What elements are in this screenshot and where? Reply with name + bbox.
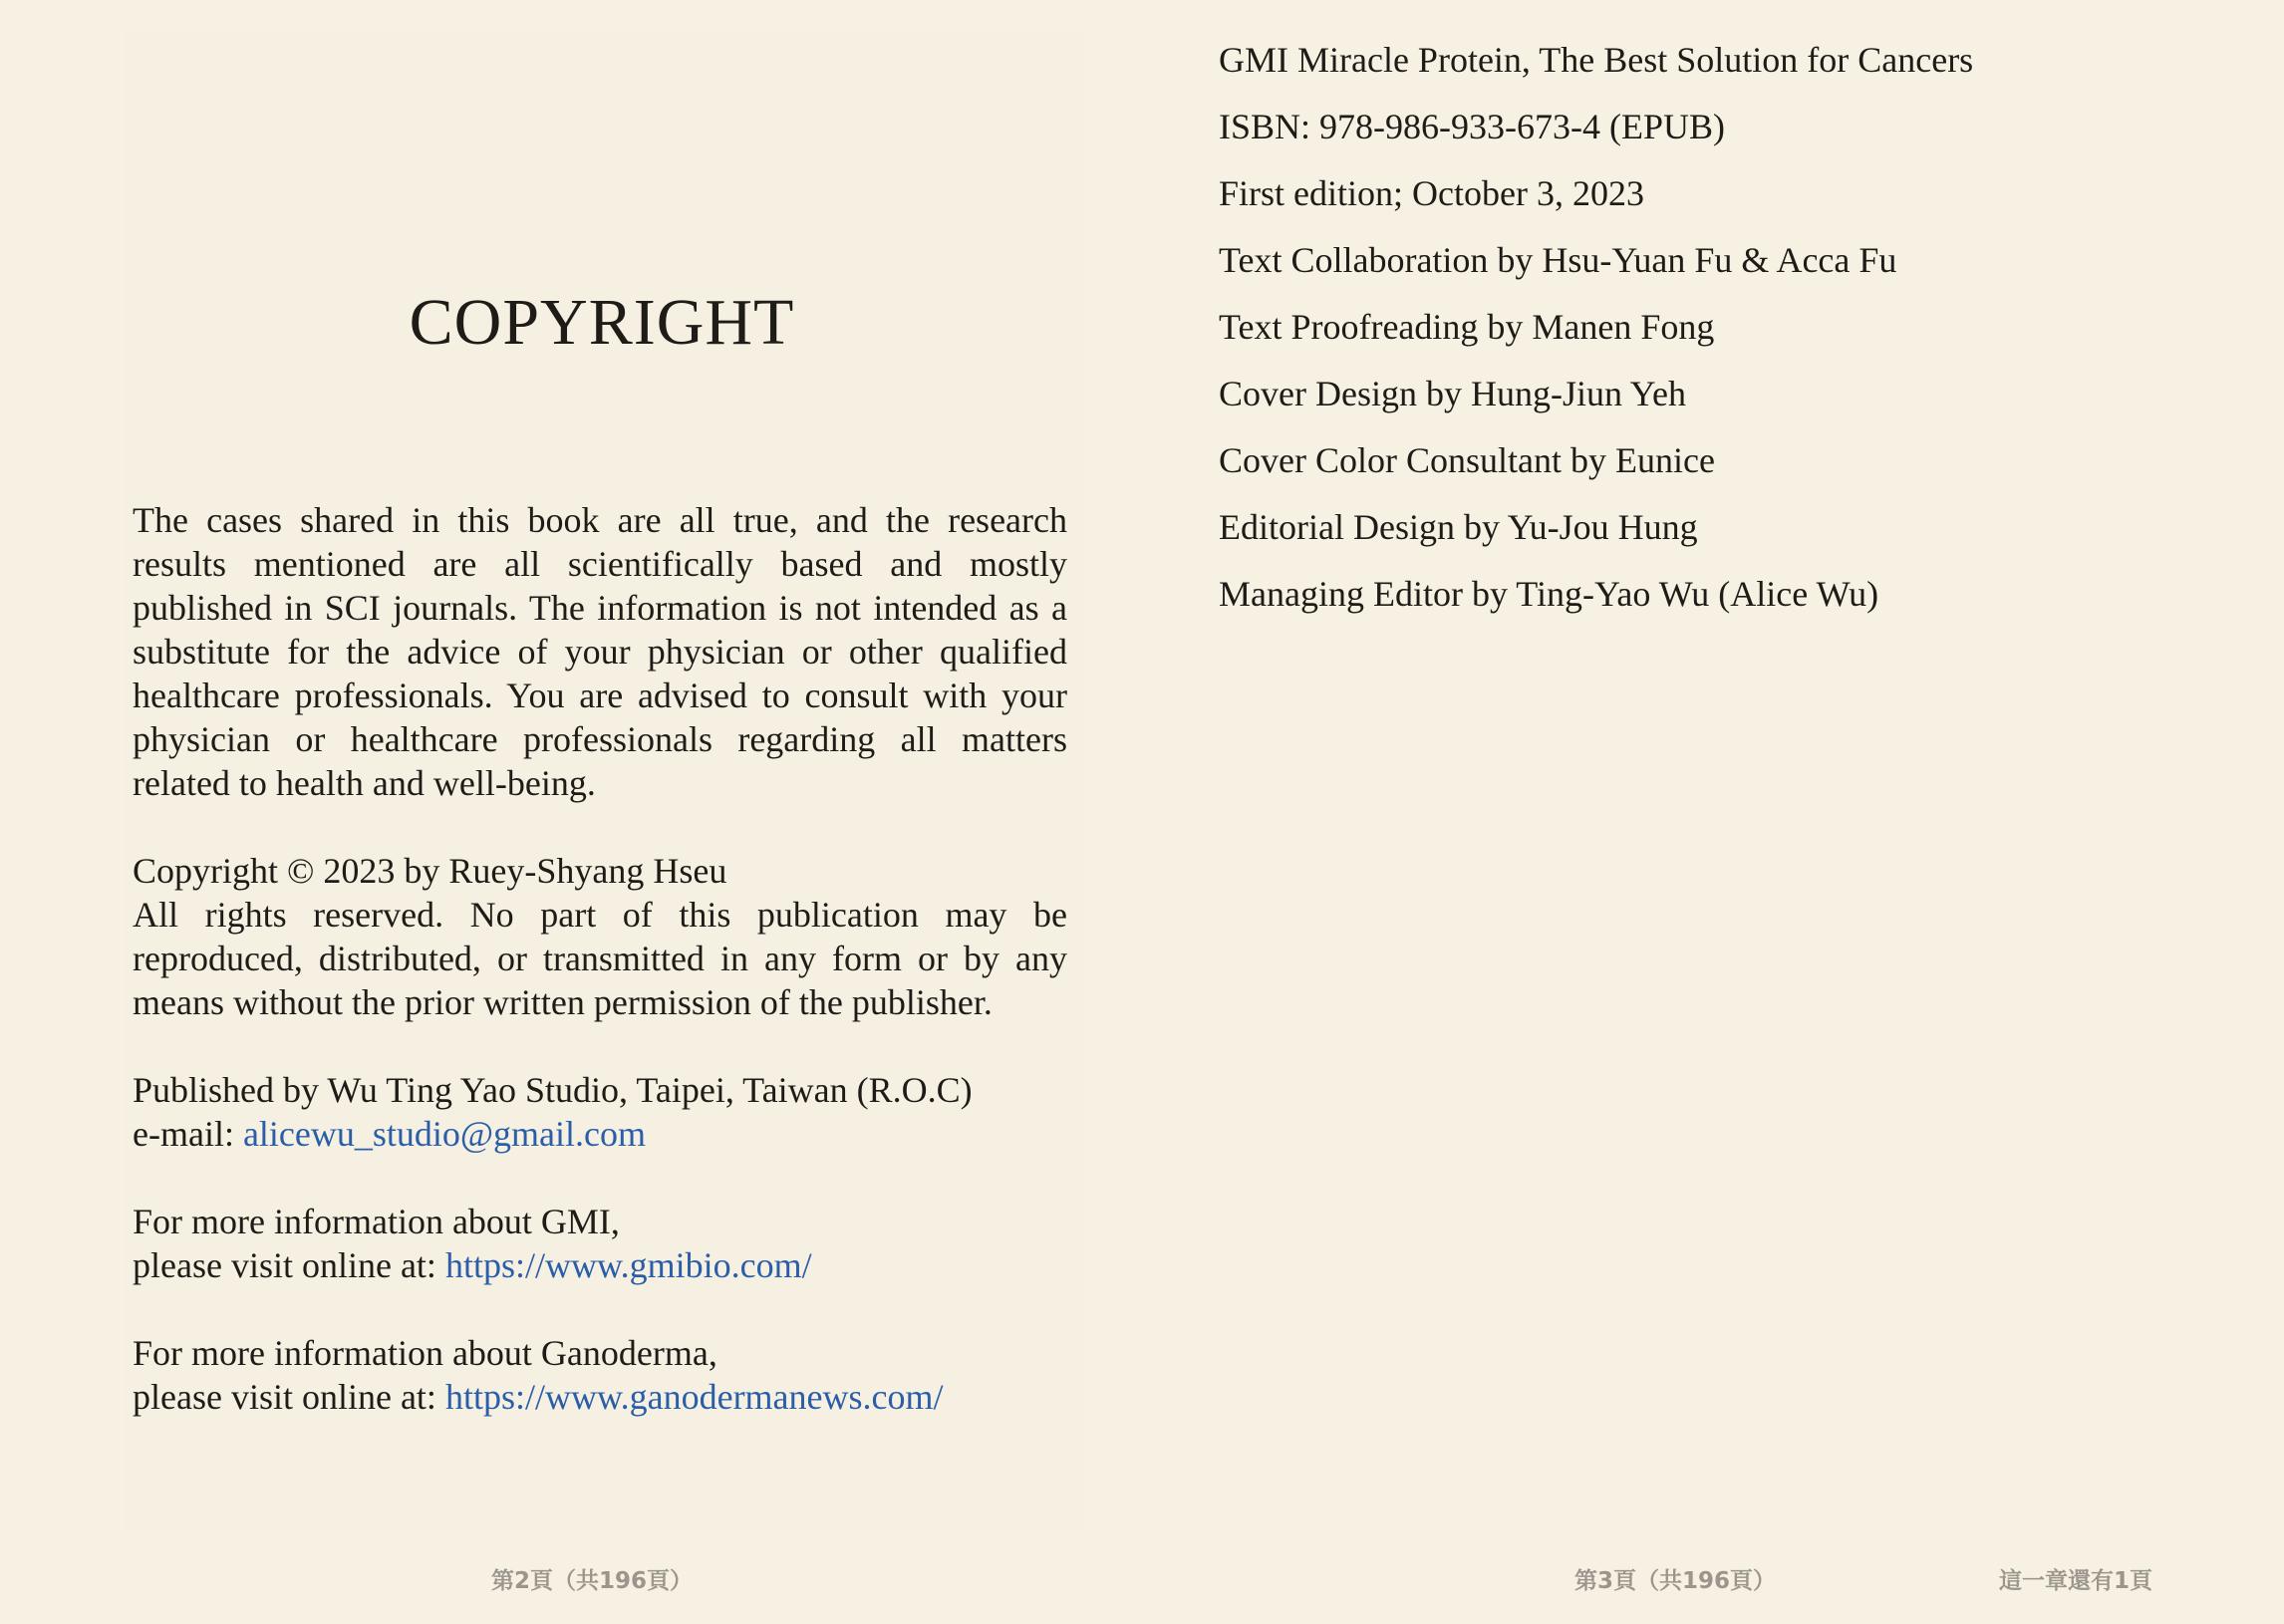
credit-editorial-design: Editorial Design by Yu-Jou Hung: [1219, 507, 1698, 547]
gmi-info-line: For more information about GMI,: [133, 1202, 620, 1241]
credit-proofreading: Text Proofreading by Manen Fong: [1219, 307, 1715, 347]
rights-paragraph: All rights reserved. No part of this publication may be reproduced, distributed, or transmitted in any form or by any means without the prior written permission of the publisher.: [133, 895, 1067, 1022]
email-line: [133, 1112, 1067, 1156]
gmi-visit-label: please visit online at:: [133, 1245, 445, 1285]
credit-text-collaboration: Text Collaboration by Hsu-Yuan Fu & Acca Fu: [1219, 240, 1897, 280]
credit-cover-color: Cover Color Consultant by Eunice: [1219, 440, 1715, 480]
left-page-content: [133, 498, 1067, 1463]
email-link[interactable]: alicewu_studio@gmail.com: [242, 1114, 647, 1154]
right-page-number: 第3頁（共196頁）: [1574, 1568, 1777, 1594]
publisher-line: Published by Wu Ting Yao Studio, Taipei, Taiwan (R.O.C): [133, 1070, 973, 1110]
credit-book-title: GMI Miracle Protein, The Best Solution for Cancers: [1219, 40, 1974, 80]
left-page-number: 第2頁（共196頁）: [491, 1568, 694, 1594]
ganoderma-info-line: For more information about Ganoderma,: [133, 1333, 717, 1373]
gmi-visit-line: [133, 1243, 1067, 1287]
copyright-line: Copyright © 2023 by Ruey-Shyang Hseu: [133, 851, 727, 891]
credit-managing-editor: Managing Editor by Ting-Yao Wu (Alice Wu): [1219, 574, 1879, 614]
credit-edition: First edition; October 3, 2023: [1219, 173, 1644, 213]
email-label: e-mail:: [133, 1114, 243, 1154]
right-page-credits: [1219, 36, 2215, 637]
gmi-website-link[interactable]: https://www.gmibio.com/: [444, 1245, 812, 1285]
ganoderma-visit-line: [133, 1375, 1067, 1419]
ganoderma-visit-label: please visit online at:: [133, 1377, 445, 1417]
ganoderma-website-link[interactable]: https://www.ganodermanews.com/: [444, 1377, 944, 1417]
page-title: COPYRIGHT: [409, 286, 795, 359]
chapter-pages-remaining: 這一章還有1頁: [1999, 1568, 2153, 1594]
credit-cover-design: Cover Design by Hung-Jiun Yeh: [1219, 374, 1687, 413]
disclaimer-paragraph: The cases shared in this book are all true, and the research results mentioned are all scientifically based and mostly published in SCI journals. The information is not intended as a substitute for the advice of your physician or other qualified healthcare professionals. You are advised to consult with your physician or healthcare professionals regarding all matters related to health and well-being.: [133, 500, 1067, 803]
credit-isbn: ISBN: 978-986-933-673-4 (EPUB): [1219, 107, 1725, 146]
